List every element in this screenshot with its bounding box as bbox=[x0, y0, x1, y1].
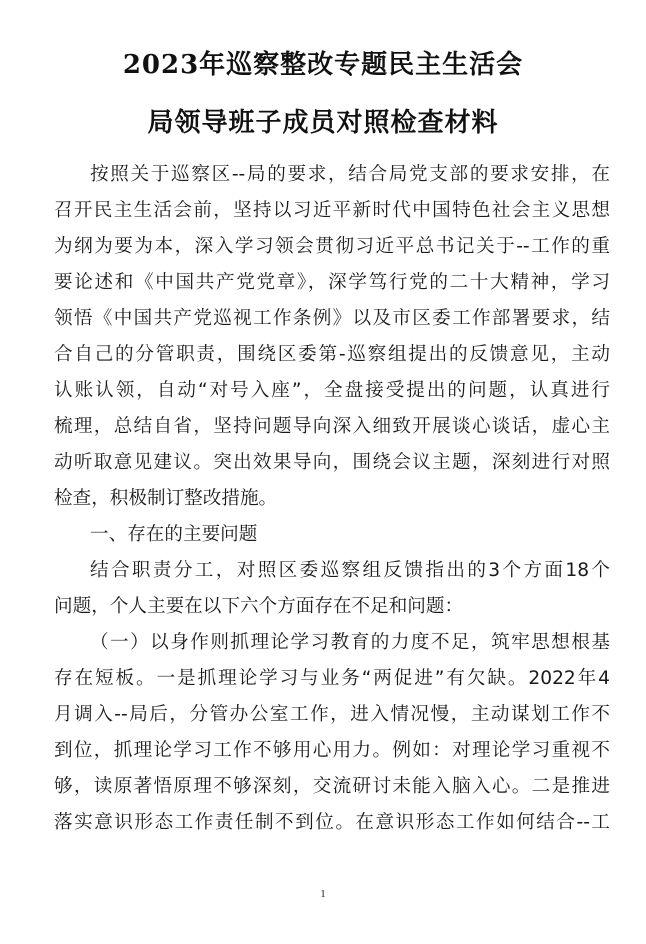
document-title-line-2: 局领导班子成员对照检查材料 bbox=[147, 108, 499, 138]
body-text-line: 按照关于巡察区--局的要求，结合局党支部的要求安排，在 bbox=[90, 164, 610, 185]
body-text-line: 问题，个人主要在以下六个方面存在不足和问题： bbox=[54, 596, 464, 617]
body-text-line: 领悟《中国共产党巡视工作条例》以及市区委工作部署要求，结 bbox=[54, 308, 610, 329]
body-text-line: 动听取意见建议。突出效果导向，围绕会议主题，深刻进行对照 bbox=[54, 452, 610, 473]
page-number: 1 bbox=[320, 888, 326, 900]
body-text-line: 要论述和《中国共产党党章》，深学笃行党的二十大精神，学习 bbox=[54, 272, 610, 293]
body-text-line: 一、存在的主要问题 bbox=[90, 524, 258, 545]
body-text-line: 合自己的分管职责，围绕区委第-巡察组提出的反馈意见，主动 bbox=[54, 344, 610, 365]
body-text-line: 召开民主生活会前，坚持以习近平新时代中国特色社会主义思想 bbox=[54, 200, 610, 221]
body-text-line: 结合职责分工，对照区委巡察组反馈指出的3个方面18个 bbox=[90, 560, 610, 581]
body-text-line: 检查，积极制订整改措施。 bbox=[54, 488, 278, 509]
body-text-line: 存在短板。一是抓理论学习与业务“两促进”有欠缺。2022年4 bbox=[54, 668, 610, 689]
body-text-line: 到位，抓理论学习工作不够用心用力。例如：对理论学习重视不 bbox=[54, 740, 610, 761]
body-text-line: 为纲为要为本，深入学习领会贯彻习近平总书记关于--工作的重 bbox=[54, 236, 610, 257]
body-text-line: 月调入--局后，分管办公室工作，进入情况慢，主动谋划工作不 bbox=[54, 704, 610, 725]
document-title-line-1: 2023年巡察整改专题民主生活会 bbox=[122, 50, 524, 80]
body-text-line: 够，读原著悟原理不够深刻，交流研讨未能入脑入心。二是推进 bbox=[54, 776, 610, 797]
body-text-line: （一）以身作则抓理论学习教育的力度不足，筑牢思想根基 bbox=[90, 632, 610, 653]
body-text-line: 认账认领，自动“对号入座”，全盘接受提出的问题，认真进行 bbox=[54, 380, 610, 401]
body-text-line: 落实意识形态工作责任制不到位。在意识形态工作如何结合--工 bbox=[54, 812, 610, 833]
body-text-line: 梳理，总结自省，坚持问题导向深入细致开展谈心谈话，虚心主 bbox=[54, 416, 610, 437]
